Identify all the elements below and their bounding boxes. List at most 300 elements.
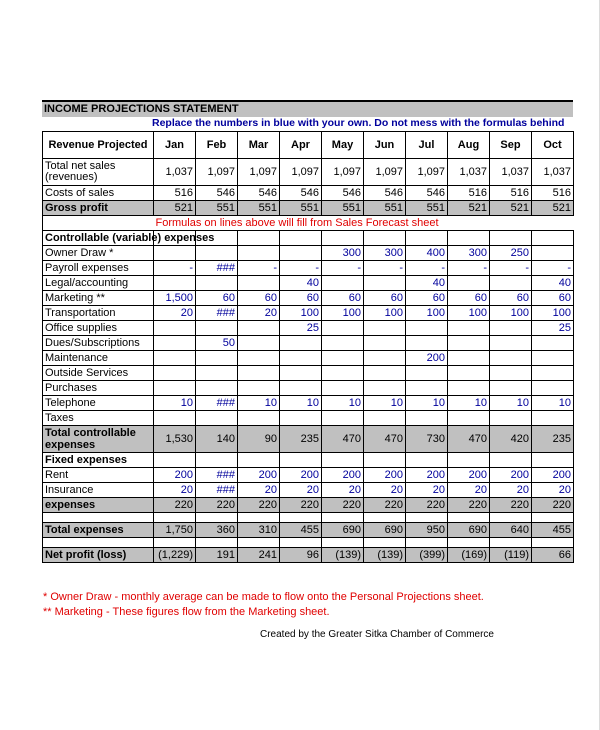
value-cell[interactable]: 551 [238,201,280,216]
value-cell[interactable] [154,276,196,291]
value-cell[interactable]: 200 [406,351,448,366]
value-cell[interactable]: - [490,261,532,276]
value-cell[interactable] [280,231,322,246]
spacer-cell [406,538,448,548]
value-cell[interactable]: 521 [490,201,532,216]
value-cell[interactable] [490,231,532,246]
table-row [43,291,574,306]
row-label: Rent [43,468,154,483]
value-cell[interactable] [280,411,322,426]
value-cell[interactable]: 10 [238,396,280,411]
value-cell[interactable] [364,453,406,468]
table-row [43,483,574,498]
spacer-cell [196,538,238,548]
value-cell[interactable]: 100 [280,306,322,321]
value-cell[interactable]: 1,097 [406,159,448,186]
value-cell[interactable]: (119) [490,548,532,563]
value-cell[interactable] [490,411,532,426]
value-cell[interactable]: 1,097 [238,159,280,186]
table-row [43,336,574,351]
value-cell[interactable]: (169) [448,548,490,563]
value-cell[interactable] [322,366,364,381]
table-row [43,426,574,453]
value-cell[interactable] [238,246,280,261]
value-cell[interactable]: (399) [406,548,448,563]
value-cell[interactable] [196,411,238,426]
value-cell[interactable]: 40 [280,276,322,291]
value-cell[interactable]: 551 [196,201,238,216]
value-cell[interactable]: 546 [238,186,280,201]
value-cell[interactable]: 96 [280,548,322,563]
formula-notice: Formulas on lines above will fill from Sales Forecast sheet [154,216,574,231]
month-header: Jan [154,132,196,159]
value-cell[interactable]: 100 [364,306,406,321]
value-cell[interactable]: 521 [532,201,574,216]
value-cell[interactable] [490,366,532,381]
table-row [43,366,574,381]
value-cell[interactable]: 551 [406,201,448,216]
value-cell[interactable] [532,351,574,366]
value-cell[interactable]: 60 [448,291,490,306]
value-cell[interactable] [322,336,364,351]
value-cell[interactable]: 25 [280,321,322,336]
table-row [43,523,574,538]
spacer-cell [448,513,490,523]
footnote-marketing: ** Marketing - These figures flow from the Marketing sheet. [43,606,330,618]
value-cell[interactable]: 516 [490,186,532,201]
row-label: Taxes [43,411,154,426]
month-header: May [322,132,364,159]
value-cell[interactable] [448,231,490,246]
value-cell[interactable]: 40 [406,276,448,291]
value-cell[interactable]: 50 [196,336,238,351]
instruction-note: Replace the numbers in blue with your own. Do not mess with the formulas behind [152,117,565,129]
value-cell[interactable]: 20 [406,483,448,498]
value-cell[interactable]: 546 [280,186,322,201]
value-cell[interactable]: - [154,261,196,276]
value-cell[interactable] [322,411,364,426]
value-cell[interactable]: 516 [154,186,196,201]
value-cell[interactable]: - [364,261,406,276]
value-cell[interactable] [364,351,406,366]
value-cell[interactable] [322,453,364,468]
value-cell[interactable] [238,336,280,351]
value-cell[interactable]: 100 [448,306,490,321]
value-cell[interactable]: 60 [490,291,532,306]
value-cell[interactable]: ### [196,468,238,483]
value-cell[interactable] [364,366,406,381]
value-cell[interactable] [406,321,448,336]
value-cell[interactable] [448,453,490,468]
row-label: Controllable (variable) expenses [43,231,154,246]
row-label: Outside Services [43,366,154,381]
value-cell[interactable]: 1,097 [196,159,238,186]
value-cell[interactable]: 551 [364,201,406,216]
value-cell[interactable] [154,366,196,381]
table-row [43,306,574,321]
value-cell[interactable] [280,246,322,261]
value-cell[interactable]: ### [196,306,238,321]
value-cell[interactable]: 200 [532,468,574,483]
value-cell[interactable] [238,366,280,381]
value-cell[interactable] [322,276,364,291]
value-cell[interactable] [448,351,490,366]
value-cell[interactable] [532,411,574,426]
value-cell[interactable]: 20 [154,306,196,321]
spacer-cell [406,513,448,523]
value-cell[interactable]: 546 [322,186,364,201]
value-cell[interactable]: (139) [322,548,364,563]
spacer-cell [322,513,364,523]
value-cell[interactable]: 1,097 [364,159,406,186]
value-cell[interactable] [238,453,280,468]
value-cell[interactable]: 60 [322,291,364,306]
value-cell[interactable]: 220 [448,498,490,513]
value-cell[interactable]: 191 [196,548,238,563]
value-cell[interactable]: 1,750 [154,523,196,538]
value-cell[interactable]: 235 [280,426,322,453]
value-cell[interactable]: 516 [532,186,574,201]
value-cell[interactable]: 10 [448,396,490,411]
table-row [43,186,574,201]
value-cell[interactable] [238,276,280,291]
value-cell[interactable] [280,336,322,351]
value-cell[interactable] [322,321,364,336]
value-cell[interactable] [406,366,448,381]
month-header: Oct [532,132,574,159]
value-cell[interactable]: 200 [448,468,490,483]
value-cell[interactable] [448,276,490,291]
spacer-cell [532,538,574,548]
value-cell[interactable]: 60 [406,291,448,306]
value-cell[interactable]: 1,097 [280,159,322,186]
value-cell[interactable]: 300 [322,246,364,261]
header-row [43,132,574,159]
value-cell[interactable]: 200 [406,468,448,483]
value-cell[interactable] [322,231,364,246]
spacer-cell [43,538,154,548]
value-cell[interactable] [532,246,574,261]
table-row [43,159,574,186]
value-cell[interactable]: - [532,261,574,276]
value-cell[interactable]: 200 [490,468,532,483]
value-cell[interactable]: 100 [532,306,574,321]
value-cell[interactable] [280,351,322,366]
row-label: Telephone [43,396,154,411]
value-cell[interactable] [490,351,532,366]
value-cell[interactable]: 521 [154,201,196,216]
value-cell[interactable] [196,276,238,291]
value-cell[interactable] [448,321,490,336]
value-cell[interactable]: - [322,261,364,276]
month-header: Jun [364,132,406,159]
value-cell[interactable]: 546 [406,186,448,201]
value-cell[interactable]: 455 [532,523,574,538]
row-label: Dues/Subscriptions [43,336,154,351]
table-row [43,381,574,396]
value-cell[interactable]: - [238,261,280,276]
spacer-row [43,538,574,548]
value-cell[interactable] [196,351,238,366]
spacer-cell [364,513,406,523]
value-cell[interactable] [532,231,574,246]
spacer-cell [280,513,322,523]
month-header: Mar [238,132,280,159]
value-cell[interactable]: 60 [364,291,406,306]
value-cell[interactable]: ### [196,396,238,411]
value-cell[interactable] [448,411,490,426]
value-cell[interactable]: 220 [280,498,322,513]
value-cell[interactable]: 90 [238,426,280,453]
value-cell[interactable]: 300 [448,246,490,261]
value-cell[interactable]: 551 [322,201,364,216]
value-cell[interactable] [154,321,196,336]
value-cell[interactable]: 420 [490,426,532,453]
value-cell[interactable]: 10 [154,396,196,411]
value-cell[interactable]: 100 [490,306,532,321]
value-cell[interactable]: 100 [406,306,448,321]
spacer-cell [490,538,532,548]
footnote-owner-draw: * Owner Draw - monthly average can be made to flow onto the Personal Projections sheet. [43,591,484,603]
value-cell[interactable]: 100 [322,306,364,321]
value-cell[interactable] [154,411,196,426]
value-cell[interactable]: - [448,261,490,276]
value-cell[interactable]: 25 [532,321,574,336]
value-cell[interactable] [406,453,448,468]
spacer-cell [280,538,322,548]
value-cell[interactable]: 1,037 [532,159,574,186]
value-cell[interactable]: 690 [448,523,490,538]
month-header: Feb [196,132,238,159]
value-cell[interactable]: 690 [322,523,364,538]
value-cell[interactable] [280,366,322,381]
value-cell[interactable]: 470 [322,426,364,453]
value-cell[interactable] [154,381,196,396]
value-cell[interactable] [532,453,574,468]
value-cell[interactable] [196,366,238,381]
value-cell[interactable]: - [280,261,322,276]
spacer-cell [154,513,196,523]
value-cell[interactable]: 60 [532,291,574,306]
value-cell[interactable]: ### [196,261,238,276]
value-cell[interactable]: 60 [280,291,322,306]
spacer-cell [196,513,238,523]
value-cell[interactable] [364,381,406,396]
spacer-cell [322,538,364,548]
value-cell[interactable]: 20 [532,483,574,498]
value-cell[interactable]: 220 [490,498,532,513]
spacer-cell [448,538,490,548]
table-row [43,321,574,336]
value-cell[interactable]: 730 [406,426,448,453]
value-cell[interactable]: 200 [364,468,406,483]
value-cell[interactable]: 690 [364,523,406,538]
value-cell[interactable] [154,351,196,366]
value-cell[interactable] [532,336,574,351]
value-cell[interactable] [280,381,322,396]
value-cell[interactable] [154,246,196,261]
value-cell[interactable]: 200 [154,468,196,483]
value-cell[interactable] [280,453,322,468]
value-cell[interactable] [490,276,532,291]
value-cell[interactable] [196,246,238,261]
value-cell[interactable] [364,321,406,336]
value-cell[interactable] [364,276,406,291]
value-cell[interactable] [532,381,574,396]
value-cell[interactable]: 220 [238,498,280,513]
row-label: Legal/accounting [43,276,154,291]
value-cell[interactable] [154,336,196,351]
value-cell[interactable]: 40 [532,276,574,291]
table-row [43,201,574,216]
value-cell[interactable] [322,381,364,396]
table-row [43,411,574,426]
row-label: Total controllable expenses [43,426,154,453]
row-label: Marketing ** [43,291,154,306]
value-cell[interactable] [532,366,574,381]
value-cell[interactable]: 20 [364,483,406,498]
value-cell[interactable] [154,453,196,468]
value-cell[interactable] [490,381,532,396]
value-cell[interactable] [448,336,490,351]
value-cell[interactable]: 470 [364,426,406,453]
value-cell[interactable]: 10 [532,396,574,411]
value-cell[interactable]: 60 [238,291,280,306]
value-cell[interactable]: 10 [490,396,532,411]
value-cell[interactable]: 200 [280,468,322,483]
value-cell[interactable]: 235 [532,426,574,453]
value-cell[interactable]: 66 [532,548,574,563]
row-label: Payroll expenses [43,261,154,276]
value-cell[interactable] [238,381,280,396]
value-cell[interactable]: 546 [364,186,406,201]
value-cell[interactable]: 310 [238,523,280,538]
value-cell[interactable]: (1,229) [154,548,196,563]
value-cell[interactable]: (139) [364,548,406,563]
value-cell[interactable] [406,336,448,351]
value-cell[interactable] [196,381,238,396]
value-cell[interactable] [448,366,490,381]
value-cell[interactable] [490,336,532,351]
value-cell[interactable]: 10 [280,396,322,411]
statement-title: INCOME PROJECTIONS STATEMENT [42,100,573,117]
value-cell[interactable] [406,381,448,396]
value-cell[interactable]: 20 [448,483,490,498]
value-cell[interactable]: 551 [280,201,322,216]
value-cell[interactable] [196,321,238,336]
value-cell[interactable]: 516 [448,186,490,201]
value-cell[interactable]: 360 [196,523,238,538]
value-cell[interactable] [238,231,280,246]
value-cell[interactable]: 200 [238,468,280,483]
spacer-cell [238,513,280,523]
row-label: Owner Draw * [43,246,154,261]
value-cell[interactable]: 20 [280,483,322,498]
value-cell[interactable] [490,321,532,336]
spacer-cell [532,513,574,523]
value-cell[interactable]: 220 [154,498,196,513]
value-cell[interactable]: 640 [490,523,532,538]
value-cell[interactable] [238,321,280,336]
value-cell[interactable]: 1,037 [448,159,490,186]
value-cell[interactable]: 20 [322,483,364,498]
value-cell[interactable] [448,381,490,396]
value-cell[interactable] [406,231,448,246]
value-cell[interactable] [238,351,280,366]
value-cell[interactable]: 20 [238,483,280,498]
value-cell[interactable]: 20 [238,306,280,321]
value-cell[interactable]: 1,530 [154,426,196,453]
value-cell[interactable]: 300 [364,246,406,261]
value-cell[interactable]: 1,037 [490,159,532,186]
value-cell[interactable]: ### [196,483,238,498]
row-label: Net profit (loss) [43,548,154,563]
value-cell[interactable]: 220 [532,498,574,513]
value-cell[interactable]: 1,097 [322,159,364,186]
income-table [42,131,574,563]
row-label: Total expenses [43,523,154,538]
value-cell[interactable] [364,411,406,426]
value-cell[interactable]: 400 [406,246,448,261]
value-cell[interactable]: 470 [448,426,490,453]
value-cell[interactable]: 140 [196,426,238,453]
table-row [43,261,574,276]
value-cell[interactable]: 20 [490,483,532,498]
value-cell[interactable] [364,336,406,351]
value-cell[interactable] [364,231,406,246]
spacer-row [43,513,574,523]
value-cell[interactable]: 60 [196,291,238,306]
row-label: Insurance [43,483,154,498]
value-cell[interactable]: 220 [322,498,364,513]
value-cell[interactable] [196,453,238,468]
value-cell[interactable]: 220 [196,498,238,513]
credit-line: Created by the Greater Sitka Chamber of Commerce [260,629,494,640]
value-cell[interactable]: 10 [406,396,448,411]
spacer-cell [43,513,154,523]
value-cell[interactable]: 1,500 [154,291,196,306]
spacer-cell [154,538,196,548]
table-row [43,351,574,366]
header-label: Revenue Projected [43,132,154,159]
value-cell[interactable]: 10 [364,396,406,411]
value-cell[interactable]: 455 [280,523,322,538]
value-cell[interactable] [406,411,448,426]
value-cell[interactable]: 546 [196,186,238,201]
value-cell[interactable]: 1,037 [154,159,196,186]
value-cell[interactable]: 10 [322,396,364,411]
row-label: Costs of sales [43,186,154,201]
value-cell[interactable]: - [406,261,448,276]
value-cell[interactable]: 521 [448,201,490,216]
month-header: Aug [448,132,490,159]
value-cell[interactable]: 220 [364,498,406,513]
value-cell[interactable]: 20 [154,483,196,498]
value-cell[interactable]: 241 [238,548,280,563]
value-cell[interactable] [490,453,532,468]
value-cell[interactable]: 250 [490,246,532,261]
table-row [43,396,574,411]
value-cell[interactable]: 950 [406,523,448,538]
value-cell[interactable] [238,411,280,426]
value-cell[interactable] [322,351,364,366]
table-row [43,246,574,261]
row-label: Office supplies [43,321,154,336]
table-row [43,548,574,563]
table-row [43,453,574,468]
value-cell[interactable]: 200 [322,468,364,483]
value-cell[interactable]: 220 [406,498,448,513]
